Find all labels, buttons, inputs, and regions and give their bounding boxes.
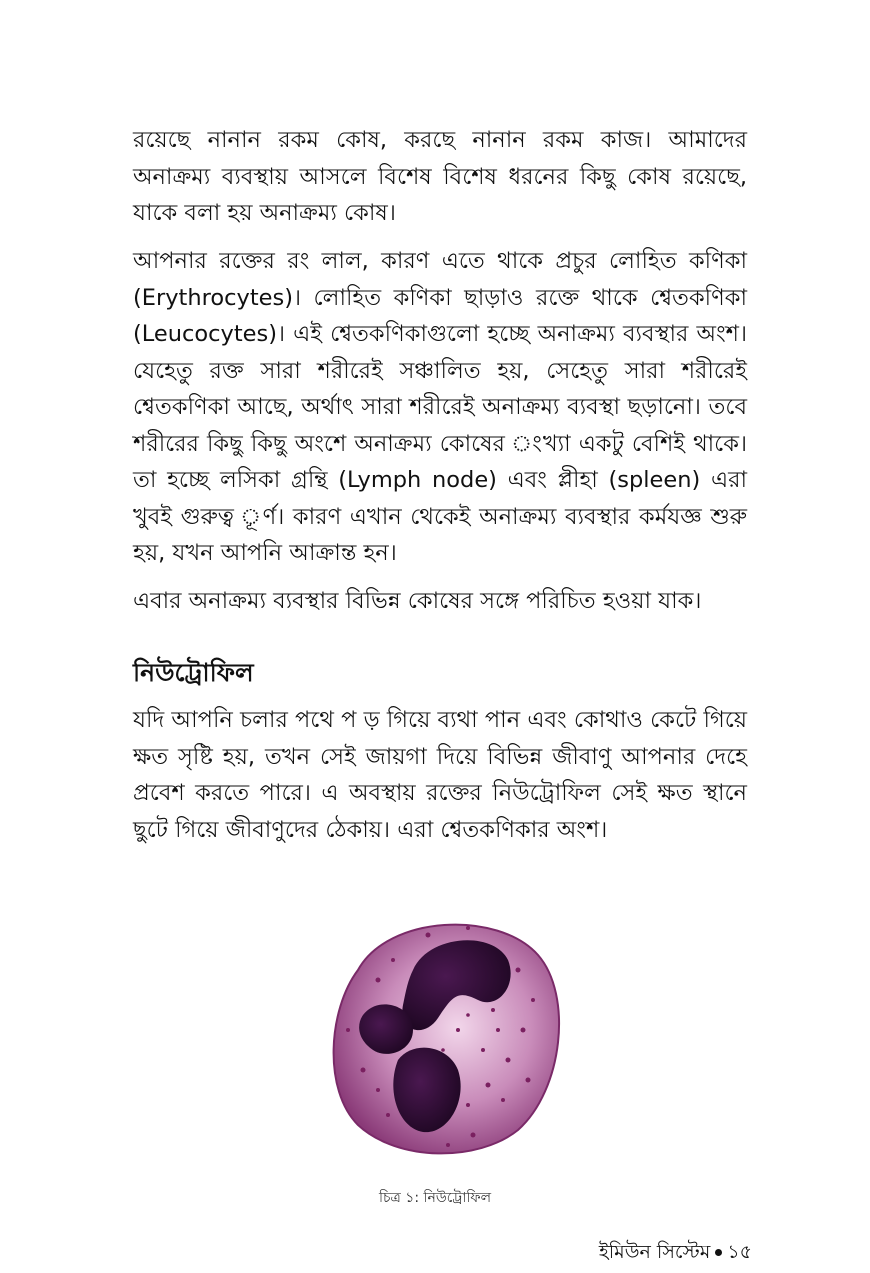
paragraph-neutrophil: যদি আপনি চলার পথে প ড় গিয়ে ব্যথা পান এবং কোথাও কেটে গিয়ে ক্ষত সৃষ্টি হয়, তখন সেই জায়গা দিয়ে বিভিন্ন জীবাণু আপনার দেহে প্রবেশ করতে পারে। এ অবস্থায় রক্তের নিউট্রোফিল সেই ক্ষত স্থানে ছুটে গিয়ে জীবাণুদের ঠেকায়। এরা শ্বেতকণিকার অংশ। [133, 707, 747, 843]
page-footer [599, 1239, 752, 1265]
figure-caption: চিত্র ১: নিউট্রোফিল [378, 1190, 492, 1206]
paragraph-intro: রয়েছে নানান রকম কোষ, করছে নানান রকম কাজ। আমাদের অনাক্রম্য ব্যবস্থায় আসলে বিশেষ বিশেষ ধরনের কিছু কোষ রয়েছে, যাকে বলা হয় অনাক্রম্য কোষ। [133, 127, 747, 226]
book-title: ইমিউন সিস্টেম [598, 1241, 711, 1263]
paragraph-blood-cells: আপনার রক্তের রং লাল, কারণ এতে থাকে প্রচুর লোহিত কণিকা (Erythrocytes)। লোহিত কণিকা ছাড়াও রক্তে থাকে শ্বেতকণিকা (Leucocytes)। এই শ্বেতকণিকাগুলো হচ্ছে অনাক্রম্য ব্যবস্থার অংশ। যেহেতু রক্ত সারা শরীরেই সঞ্চালিত হয়, সেহেতু সারা শরীরেই শ্বেতকণিকা আছে, অর্থাৎ সারা শরীরেই অনাক্রম্য ব্যবস্থা ছড়ানো। তবে শরীরের কিছু কিছু অংশে অনাক্রম্য কোষের ংখ্যা একটু বেশিই থাকে। তা হচ্ছে লসিকা গ্রন্থি (Lymph node) এবং প্লীহা (spleen) এরা খুবই গুরুত্ব ূর্ণ। কারণ এখান থেকেই অনাক্রম্য ব্যবস্থার কর্মযজ্ঞ শুরু হয়, যখন আপনি আক্রান্ত হন। [133, 248, 747, 566]
bullet-icon [715, 1249, 722, 1256]
paragraph-transition: এবার অনাক্রম্য ব্যবস্থার বিভিন্ন কোষের সঙ্গে পরিচিত হওয়া যাক। [133, 588, 702, 614]
neutrophil-illustration [318, 900, 568, 1165]
section-heading: নিউট্রোফিল [133, 658, 254, 687]
page-number: ১৫ [727, 1241, 752, 1263]
